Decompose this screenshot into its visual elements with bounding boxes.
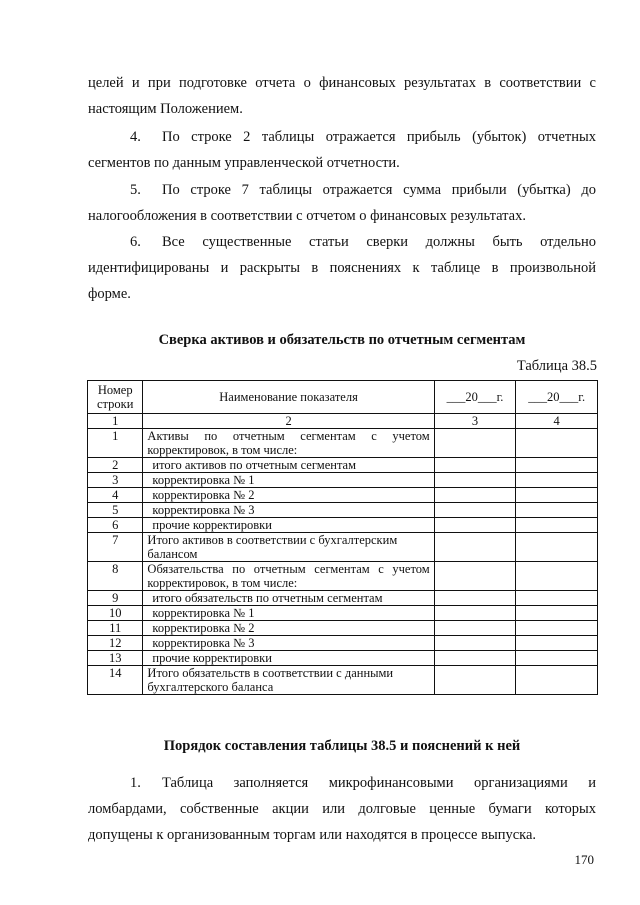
- column-number: 4: [516, 414, 598, 429]
- row-number-cell: 8: [88, 562, 143, 591]
- table-row: [88, 503, 598, 518]
- page-number: 170: [574, 852, 594, 867]
- item-5: [88, 177, 596, 203]
- value-cell-period-2: [516, 562, 598, 591]
- item-4-line-1: По строке 2 таблицы отражается прибыль (убыток) отчетных: [162, 129, 596, 145]
- table-row: [88, 562, 598, 591]
- value-cell-period-2: [516, 473, 598, 488]
- item-6: [88, 229, 596, 281]
- intro-line-1: целей и при подготовке отчета о финансовых результатах в соответствии с: [88, 75, 596, 91]
- item-4-line-2: сегментов по данным управленческой отчетности.: [88, 155, 400, 171]
- value-cell-period-2: [516, 606, 598, 621]
- table-body: [88, 414, 598, 695]
- row-label-cell: корректировка № 1: [143, 473, 434, 488]
- value-cell-period-2: [516, 651, 598, 666]
- row-number-cell: 3: [88, 473, 143, 488]
- row-number-cell: 9: [88, 591, 143, 606]
- value-cell-period-2: [516, 666, 598, 695]
- value-cell-period-1: [434, 518, 516, 533]
- row-number-cell: 2: [88, 458, 143, 473]
- item-6-line-2: идентифицированы и раскрыты в пояснениях к таблице в произвольной: [88, 260, 596, 276]
- row-label-cell: итого обязательств по отчетным сегментам: [143, 591, 434, 606]
- row-label-cell: Итого обязательств в соответствии с данными бухгалтерского баланса: [143, 666, 434, 695]
- row-label-cell: прочие корректировки: [143, 651, 434, 666]
- table-row: [88, 429, 598, 458]
- column-number: 1: [88, 414, 143, 429]
- value-cell-period-1: [434, 429, 516, 458]
- row-number-cell: 10: [88, 606, 143, 621]
- row-number-cell: 4: [88, 488, 143, 503]
- row-label-cell: Итого активов в соответствии с бухгалтерским балансом: [143, 533, 434, 562]
- table-row: [88, 473, 598, 488]
- table-caption: Таблица 38.5: [516, 358, 597, 374]
- row-label-cell: корректировка № 2: [143, 488, 434, 503]
- value-cell-period-2: [516, 429, 598, 458]
- row-number-cell: 13: [88, 651, 143, 666]
- value-cell-period-2: [516, 458, 598, 473]
- table-row: [88, 666, 598, 695]
- table-header-row: [88, 381, 598, 414]
- column-number: 3: [434, 414, 516, 429]
- row-label-cell: итого активов по отчетным сегментам: [143, 458, 434, 473]
- table-row: [88, 488, 598, 503]
- item-6-number: 6.: [130, 234, 141, 250]
- table-row: [88, 636, 598, 651]
- value-cell-period-1: [434, 606, 516, 621]
- item-6-line-3: форме.: [88, 286, 131, 302]
- row-number-cell: 1: [88, 429, 143, 458]
- table-row: [88, 458, 598, 473]
- value-cell-period-1: [434, 636, 516, 651]
- procedure-title: Порядок составления таблицы 38.5 и пояснений к ней: [163, 738, 521, 754]
- row-label-cell: Активы по отчетным сегментам с учетом корректировок, в том числе:: [143, 429, 434, 458]
- row-number-cell: 14: [88, 666, 143, 695]
- procedure-item-1-end: [88, 822, 596, 848]
- row-label-cell: Обязательства по отчетным сегментам с учетом корректировок, в том числе:: [143, 562, 434, 591]
- value-cell-period-2: [516, 503, 598, 518]
- row-label-cell: корректировка № 1: [143, 606, 434, 621]
- value-cell-period-1: [434, 488, 516, 503]
- row-number-cell: 12: [88, 636, 143, 651]
- header-period-1: ___20___г.: [434, 381, 516, 414]
- table-row: [88, 606, 598, 621]
- table-row: [88, 591, 598, 606]
- value-cell-period-1: [434, 533, 516, 562]
- reconciliation-table: [87, 380, 598, 695]
- header-period-2: ___20___г.: [516, 381, 598, 414]
- value-cell-period-2: [516, 621, 598, 636]
- row-number-cell: 11: [88, 621, 143, 636]
- value-cell-period-2: [516, 488, 598, 503]
- value-cell-period-2: [516, 636, 598, 651]
- item-6-end: [88, 281, 596, 307]
- value-cell-period-1: [434, 666, 516, 695]
- value-cell-period-1: [434, 503, 516, 518]
- value-cell-period-1: [434, 621, 516, 636]
- procedure-line-1: Таблица заполняется микрофинансовыми организациями и: [162, 775, 596, 791]
- item-5-end: [88, 203, 596, 229]
- table-row: [88, 518, 598, 533]
- value-cell-period-2: [516, 518, 598, 533]
- intro-paragraph-end: [88, 96, 596, 122]
- value-cell-period-1: [434, 591, 516, 606]
- table-row: [88, 621, 598, 636]
- procedure-item-number: 1.: [130, 775, 141, 791]
- procedure-line-2: ломбардами, собственные акции или долговые ценные бумаги которых: [88, 801, 596, 817]
- value-cell-period-1: [434, 651, 516, 666]
- value-cell-period-1: [434, 458, 516, 473]
- header-indicator-name: Наименование показателя: [143, 381, 434, 414]
- row-number-cell: 7: [88, 533, 143, 562]
- row-number-cell: 5: [88, 503, 143, 518]
- intro-line-2: настоящим Положением.: [88, 101, 243, 117]
- row-label-cell: корректировка № 3: [143, 636, 434, 651]
- item-5-line-2: налогообложения в соответствии с отчетом о финансовых результатах.: [88, 208, 526, 224]
- value-cell-period-2: [516, 591, 598, 606]
- value-cell-period-2: [516, 533, 598, 562]
- table-title: Сверка активов и обязательств по отчетным сегментам: [158, 332, 526, 348]
- procedure-item-1: [88, 770, 596, 822]
- item-5-number: 5.: [130, 182, 141, 198]
- row-label-cell: корректировка № 3: [143, 503, 434, 518]
- row-label-cell: корректировка № 2: [143, 621, 434, 636]
- item-4-number: 4.: [130, 129, 141, 145]
- table-row: [88, 533, 598, 562]
- table-row: [88, 651, 598, 666]
- header-row-number: Номер строки: [88, 381, 143, 414]
- intro-paragraph: [88, 70, 596, 96]
- item-5-line-1: По строке 7 таблицы отражается сумма прибыли (убытка) до: [162, 182, 596, 198]
- column-number: 2: [143, 414, 434, 429]
- row-number-cell: 6: [88, 518, 143, 533]
- column-numbers-row: [88, 414, 598, 429]
- row-label-cell: прочие корректировки: [143, 518, 434, 533]
- item-4: [88, 124, 596, 150]
- item-6-line-1: Все существенные статьи сверки должны быть отдельно: [162, 234, 596, 250]
- value-cell-period-1: [434, 562, 516, 591]
- procedure-line-3: допущены к организованным торгам или находятся в процессе выпуска.: [88, 827, 537, 843]
- item-4-end: [88, 150, 596, 176]
- value-cell-period-1: [434, 473, 516, 488]
